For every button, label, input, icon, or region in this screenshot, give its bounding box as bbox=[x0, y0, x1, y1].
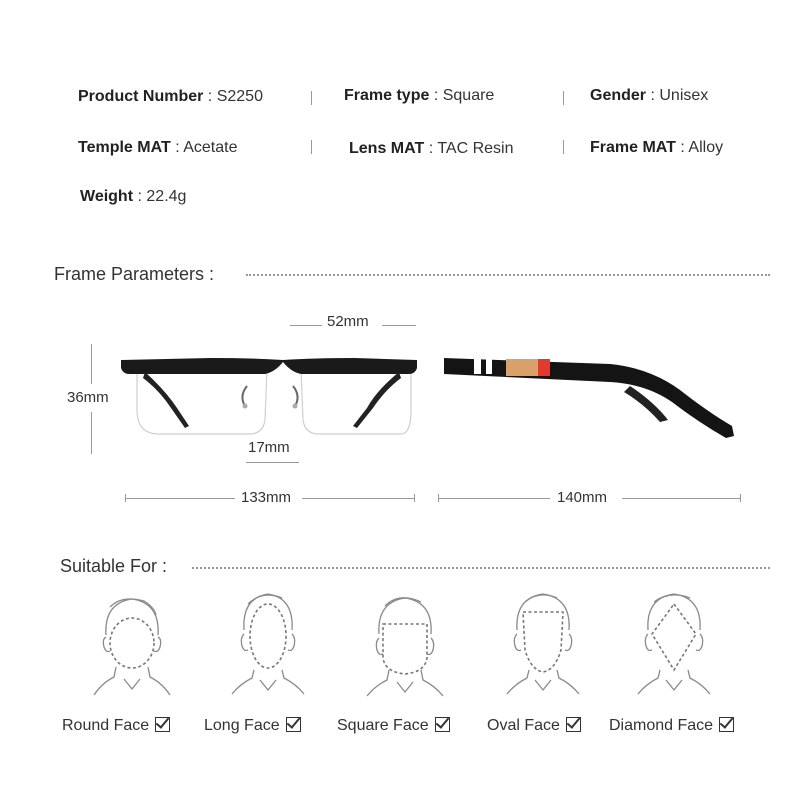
checkbox-checked-icon bbox=[435, 717, 450, 732]
temple-length-label: 140mm bbox=[557, 489, 608, 506]
face-label-diamond bbox=[609, 717, 734, 735]
frame-top-bar bbox=[121, 358, 417, 374]
glasses-side-image bbox=[440, 350, 740, 442]
spec-value: 22.4g bbox=[146, 188, 187, 205]
spec-label: Product Number bbox=[78, 88, 204, 105]
face-label-long bbox=[204, 717, 301, 735]
bridge-width-label: 17mm bbox=[248, 439, 290, 456]
dimension-line bbox=[290, 325, 322, 326]
dimension-line bbox=[246, 462, 299, 463]
temple-stripe-tan bbox=[506, 359, 538, 376]
spec-lens-mat bbox=[349, 140, 514, 158]
dimension-line bbox=[91, 344, 92, 384]
dimension-line bbox=[91, 412, 92, 454]
face-label-text: Diamond Face bbox=[609, 717, 714, 734]
face-oval-image bbox=[503, 590, 583, 698]
spec-divider bbox=[311, 140, 312, 154]
temple-stripe-white bbox=[474, 358, 481, 374]
spec-value: S2250 bbox=[216, 88, 263, 105]
checkbox-checked-icon bbox=[155, 717, 170, 732]
nose-pad-right bbox=[293, 386, 298, 406]
spec-product-number bbox=[78, 88, 263, 106]
checkbox-checked-icon bbox=[286, 717, 301, 732]
spec-label: Frame type bbox=[344, 87, 430, 104]
face-label-text: Square Face bbox=[337, 717, 429, 734]
nose-pad-left bbox=[242, 386, 247, 406]
spec-frame-type bbox=[344, 87, 494, 105]
temple-stripe-white bbox=[486, 358, 492, 374]
spec-separator: : bbox=[680, 139, 685, 156]
face-label-text: Oval Face bbox=[487, 717, 560, 734]
lens-height-label: 36mm bbox=[67, 389, 109, 406]
face-long-image bbox=[228, 590, 308, 698]
lens-outline-left bbox=[137, 368, 267, 434]
dimension-tick bbox=[740, 494, 741, 502]
temple-stripe-red bbox=[538, 359, 550, 376]
face-diamond-image bbox=[634, 590, 714, 698]
spec-separator: : bbox=[433, 87, 439, 104]
spec-label: Weight bbox=[80, 188, 134, 205]
checkbox-checked-icon bbox=[566, 717, 581, 732]
spec-divider bbox=[563, 140, 564, 154]
spec-separator: : bbox=[137, 188, 142, 205]
dimension-line bbox=[622, 498, 740, 499]
spec-label: Frame MAT bbox=[590, 139, 676, 156]
frame-width-label: 133mm bbox=[241, 489, 292, 506]
face-label-text: Round Face bbox=[62, 717, 150, 734]
dimension-tick bbox=[414, 494, 415, 502]
suitable-for-title: Suitable For : bbox=[60, 556, 168, 576]
dimension-line bbox=[382, 325, 416, 326]
spec-label: Gender bbox=[590, 87, 647, 104]
spec-frame-mat bbox=[590, 139, 723, 157]
lens-width-label: 52mm bbox=[327, 313, 369, 330]
face-label-round bbox=[62, 717, 170, 735]
section-dotted-rule bbox=[246, 274, 770, 276]
spec-divider bbox=[563, 91, 564, 105]
temple-left bbox=[143, 372, 189, 428]
face-label-oval bbox=[487, 717, 581, 735]
temple-right bbox=[353, 372, 401, 428]
glasses-front-image bbox=[115, 350, 425, 440]
spec-value: TAC Resin bbox=[437, 140, 514, 157]
dimension-line bbox=[125, 498, 235, 499]
spec-separator: : bbox=[650, 87, 655, 104]
spec-separator: : bbox=[175, 139, 180, 156]
spec-value: Square bbox=[442, 87, 495, 104]
face-square-image bbox=[365, 594, 445, 698]
dimension-line bbox=[438, 498, 550, 499]
spec-value: Acetate bbox=[183, 139, 238, 156]
face-label-text: Long Face bbox=[204, 717, 280, 734]
spec-weight bbox=[80, 188, 186, 206]
dimension-line bbox=[302, 498, 414, 499]
spec-temple-mat bbox=[78, 139, 237, 157]
spec-value: Alloy bbox=[688, 139, 724, 156]
spec-gender bbox=[590, 87, 708, 105]
face-label-square bbox=[337, 717, 450, 735]
spec-label: Temple MAT bbox=[78, 139, 171, 156]
spec-value: Unisex bbox=[659, 87, 709, 104]
frame-parameters-title: Frame Parameters : bbox=[54, 264, 215, 284]
spec-divider bbox=[311, 91, 312, 105]
face-round-image bbox=[92, 593, 172, 698]
section-dotted-rule bbox=[192, 567, 770, 569]
spec-separator: : bbox=[428, 140, 434, 157]
checkbox-checked-icon bbox=[719, 717, 734, 732]
spec-label: Lens MAT bbox=[349, 140, 425, 157]
spec-separator: : bbox=[207, 88, 213, 105]
